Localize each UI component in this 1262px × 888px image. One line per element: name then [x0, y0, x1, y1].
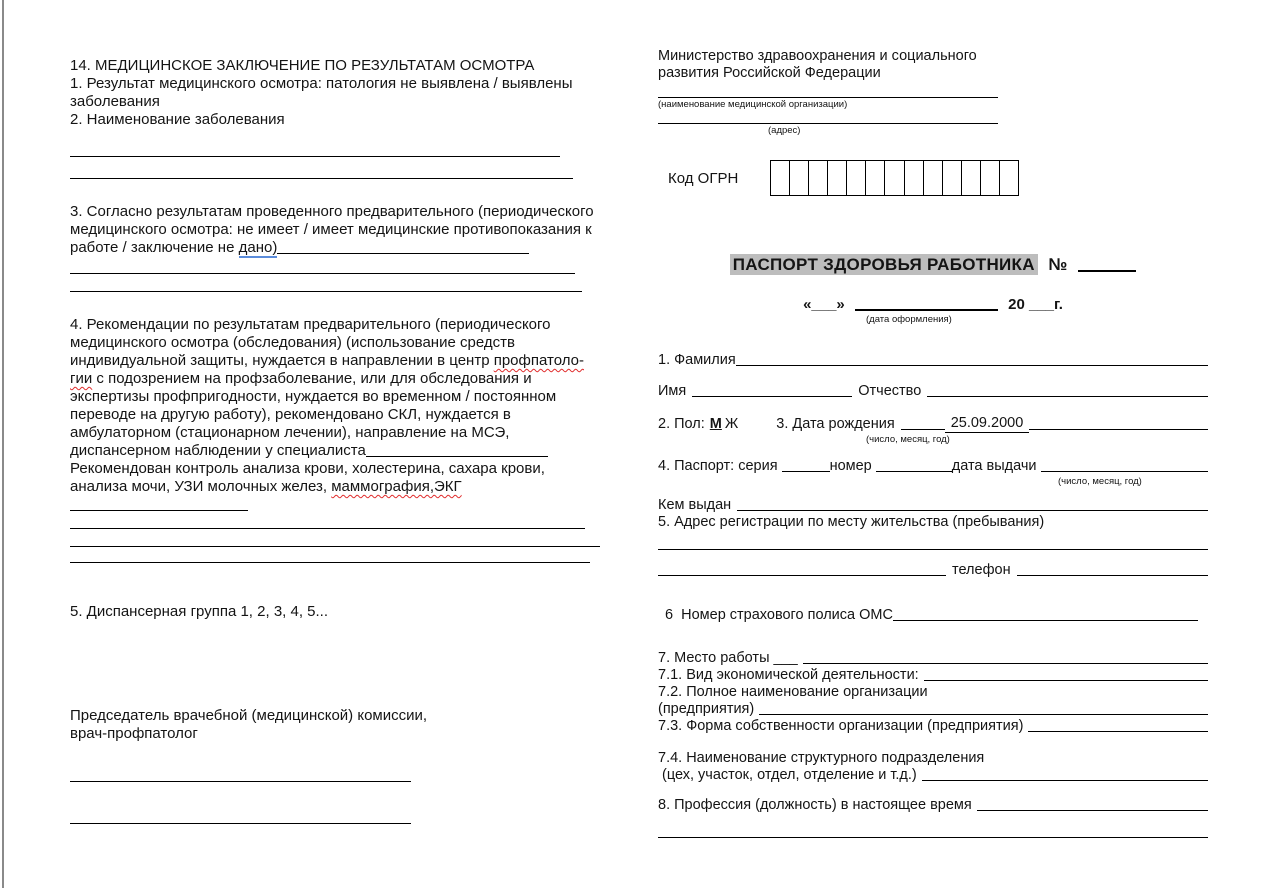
activity-row	[658, 667, 1208, 684]
address-reg-label: 5. Адрес регистрации по месту жительства (пребывания)	[658, 514, 1045, 530]
ogrn-cell[interactable]	[962, 161, 981, 195]
phone-label: телефон	[952, 562, 1011, 578]
org-name-line[interactable]	[658, 97, 998, 98]
chairman-label-line2: врач-профпатолог	[70, 725, 198, 742]
item-3-contraindications	[70, 203, 603, 257]
enterprise-label: (предприятия)	[658, 701, 755, 717]
department-caption-label: (цех, участок, отдел, отделение и т.д.)	[662, 767, 917, 783]
page-edge-line	[2, 0, 4, 888]
item-4-blank[interactable]	[70, 497, 248, 511]
date-day-quotes: «___»	[803, 296, 845, 313]
profession-row	[658, 797, 1208, 814]
firstname-blank[interactable]	[692, 396, 852, 397]
item-3-text: 3. Согласно результатам проведенного предварительного (периодического медицинского осмотра: не имеет / имеет медицинские противопоказания к работе / заключение не	[70, 203, 594, 256]
ruled-line[interactable]	[70, 273, 575, 274]
ogrn-cell[interactable]	[771, 161, 790, 195]
firstname-label: Имя	[658, 383, 687, 399]
issue-date-caption: (дата оформления)	[866, 314, 952, 325]
sex-birthdate-row	[658, 415, 1208, 433]
date-year: 20 ___г.	[1008, 296, 1063, 313]
address-reg-blank2[interactable]	[658, 575, 946, 576]
passport-num-blank[interactable]	[876, 471, 952, 472]
section-14-heading: 14. МЕДИЦИНСКОЕ ЗАКЛЮЧЕНИЕ ПО РЕЗУЛЬТАТАМ ОСМОТРА	[70, 57, 535, 74]
oms-label: 6 Номер страхового полиса ОМС	[665, 607, 893, 623]
spellcheck-flagged-word: профпатоло-	[493, 352, 584, 369]
passport-title-row	[658, 256, 1208, 273]
item-4-text-a: 4. Рекомендации по результатам предварительного (периодического медицинского осмотра (обследования) (использование средств индивидуальной защиты, нуждается в направлении в центр	[70, 316, 551, 369]
birthdate-caption: (число, месяц, год)	[866, 434, 950, 445]
passport-issue-label: дата выдачи	[951, 458, 1037, 474]
org-fullname-label: 7.2. Полное наименование организации	[658, 684, 928, 700]
issuer-row	[658, 497, 1208, 514]
item-3-blank[interactable]	[277, 240, 529, 254]
passport-row	[658, 458, 1208, 475]
activity-blank[interactable]	[924, 680, 1208, 681]
phone-row	[658, 562, 1208, 579]
ogrn-cell[interactable]	[809, 161, 828, 195]
passport-series-label: 4. Паспорт: серия	[658, 458, 778, 474]
address-reg-line[interactable]	[658, 549, 1208, 550]
sex-label: 2. Пол:	[658, 416, 705, 432]
birthdate-label: 3. Дата рождения	[776, 416, 895, 432]
surname-label: 1. Фамилия	[658, 352, 736, 368]
department-label: 7.4. Наименование структурного подразделения	[658, 750, 985, 766]
sex-option-female[interactable]: Ж	[724, 416, 739, 432]
workplace-row	[658, 650, 1208, 667]
passport-number-blank[interactable]	[1078, 257, 1136, 272]
left-page	[70, 57, 603, 824]
ownership-row	[658, 718, 1208, 735]
oms-blank[interactable]	[893, 620, 1198, 621]
item-4-text-b: с подозрением на профзаболевание, или для обследования и экспертизы профпригодности, нуждается во временном / постоянном переводе на другую работу), рекомендовано СКЛ, нуждается в амбулаторном (стационарном лечении), направление на МСЭ, диспансерном наблюдении у специалиста	[70, 370, 557, 459]
item-2-disease-name: 2. Наименование заболевания	[70, 111, 285, 128]
surname-row	[658, 352, 1208, 369]
signature-line[interactable]	[70, 781, 411, 782]
ruled-line[interactable]	[70, 562, 590, 563]
birthdate-blank-left[interactable]	[901, 429, 945, 430]
item-5-dispensary-group: 5. Диспансерная группа 1, 2, 3, 4, 5...	[70, 603, 329, 620]
ogrn-cell[interactable]	[943, 161, 962, 195]
ogrn-cell[interactable]	[924, 161, 943, 195]
phone-blank[interactable]	[1017, 575, 1208, 576]
passport-issue-caption: (число, месяц, год)	[1058, 476, 1142, 487]
address-caption: (адрес)	[768, 125, 801, 136]
ruled-line[interactable]	[70, 546, 600, 547]
ogrn-grid	[770, 160, 1019, 196]
signature-line[interactable]	[70, 823, 411, 824]
ogrn-cell[interactable]	[885, 161, 904, 195]
ogrn-cell[interactable]	[905, 161, 924, 195]
ruled-line[interactable]	[70, 178, 573, 179]
ruled-line[interactable]	[70, 291, 582, 292]
item-4-recommendations	[70, 316, 603, 514]
birthdate-value[interactable]: 25.09.2000	[945, 415, 1030, 433]
ogrn-cell[interactable]	[981, 161, 1000, 195]
spellcheck-flagged-word: маммография,ЭКГ	[331, 478, 462, 495]
profession-label: 8. Профессия (должность) в настоящее время	[658, 797, 972, 813]
passport-issue-blank[interactable]	[1041, 471, 1209, 472]
workplace-label: 7. Место работы ___	[658, 650, 798, 666]
specialist-blank[interactable]	[366, 443, 548, 457]
workplace-blank[interactable]	[803, 663, 1208, 664]
ruled-line[interactable]	[70, 156, 560, 157]
passport-number-label: номер	[829, 458, 872, 474]
ministry-heading: Министерство здравоохранения и социального развития Российской Федерации	[658, 48, 977, 81]
spellcheck-flagged-word: гии	[70, 370, 93, 387]
passport-title: ПАСПОРТ ЗДОРОВЬЯ РАБОТНИКА	[730, 254, 1038, 275]
department-blank[interactable]	[922, 780, 1208, 781]
address-line[interactable]	[658, 123, 998, 124]
ogrn-cell[interactable]	[847, 161, 866, 195]
profession-blank[interactable]	[977, 810, 1208, 811]
ogrn-cell[interactable]	[790, 161, 809, 195]
patronymic-blank[interactable]	[927, 396, 1208, 397]
name-row	[658, 383, 1208, 400]
surname-blank[interactable]	[736, 365, 1208, 366]
oms-row	[658, 607, 1208, 624]
enterprise-blank[interactable]	[759, 714, 1208, 715]
right-page	[658, 48, 1208, 838]
issuer-blank[interactable]	[737, 510, 1208, 511]
ogrn-cell[interactable]	[1000, 161, 1018, 195]
ownership-blank[interactable]	[1028, 731, 1208, 732]
department-row	[658, 767, 1208, 784]
enterprise-row	[658, 701, 1208, 718]
ogrn-row	[658, 160, 1208, 196]
ruled-line[interactable]	[70, 528, 585, 529]
issue-date-row	[658, 296, 1208, 313]
ogrn-cell[interactable]	[866, 161, 885, 195]
date-blank[interactable]	[855, 296, 998, 311]
org-name-caption: (наименование медицинской организации)	[658, 99, 848, 110]
sex-option-male[interactable]: М	[709, 416, 722, 432]
item-1-result: 1. Результат медицинского осмотра: патология не выявлена / выявлены заболевания	[70, 75, 573, 110]
activity-label: 7.1. Вид экономической деятельности:	[658, 667, 919, 683]
passport-series-blank[interactable]	[782, 471, 830, 472]
grammar-flagged-word: дано)	[238, 239, 278, 256]
birthdate-blank-right[interactable]	[1029, 429, 1208, 430]
ogrn-cell[interactable]	[828, 161, 847, 195]
issuer-label: Кем выдан	[658, 497, 732, 513]
bottom-line[interactable]	[658, 837, 1208, 838]
chairman-label-line1: Председатель врачебной (медицинской) комиссии,	[70, 707, 428, 724]
number-sign: №	[1048, 255, 1068, 274]
ownership-label: 7.3. Форма собственности организации (предприятия)	[658, 718, 1024, 734]
ogrn-label: Код ОГРН	[668, 169, 739, 187]
item-4-text-c: Рекомендован контроль анализа крови, холестерина, сахара крови, анализа мочи, УЗИ молочных желез,	[70, 460, 545, 495]
patronymic-label: Отчество	[858, 383, 922, 399]
